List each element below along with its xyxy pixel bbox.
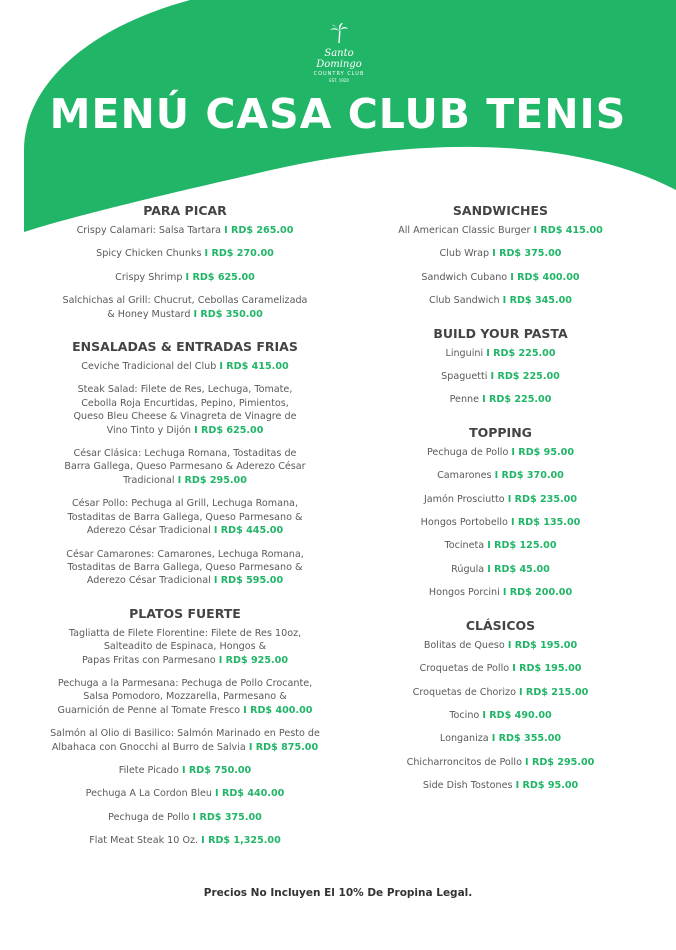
item-name: Linguini (445, 347, 484, 359)
menu-item (368, 686, 633, 699)
item-price: I RD$ 440.00 (215, 788, 285, 800)
item-name: Crispy Calamari: Salsa Tartara (76, 225, 222, 236)
section-title: TOPPING (469, 424, 532, 440)
section-gap (368, 417, 633, 425)
menu-item (368, 493, 633, 506)
item-name: Club Sandwich (429, 295, 500, 307)
item-price: I RD$ 195.00 (507, 639, 578, 651)
item-price: I RD$ 490.00 (482, 709, 552, 721)
menu-item (368, 370, 633, 383)
menu-item (34, 727, 336, 754)
menu-item (34, 360, 336, 373)
menu-item (34, 811, 336, 824)
menu-title: MENÚ CASA CLUB TENIS (49, 90, 627, 138)
item-name: Pechuga A La Cordon Bleu (85, 788, 212, 800)
menu-item (34, 548, 336, 588)
menu-item (368, 516, 633, 529)
section-gap (368, 318, 633, 326)
item-name: Side Dish Tostones (422, 780, 513, 792)
right-column (368, 203, 633, 803)
section-title: PLATOS FUERTE (129, 605, 241, 621)
menu-item (368, 294, 633, 307)
item-price: I RD$ 595.00 (213, 575, 284, 587)
menu-item (368, 347, 633, 360)
menu-item (34, 224, 336, 237)
menu-item (368, 247, 633, 260)
menu-item (368, 756, 633, 769)
item-price: I RD$ 295.00 (177, 474, 247, 486)
item-name: Chicharroncitos de Pollo (406, 756, 522, 768)
menu-item (34, 247, 336, 260)
item-price: I RD$ 195.00 (512, 663, 582, 675)
menu-item (368, 586, 633, 599)
item-name: Hongos Portobello (420, 517, 508, 529)
item-name: Penne (449, 394, 480, 406)
item-price: I RD$ 95.00 (515, 780, 579, 792)
item-price: I RD$ 625.00 (194, 424, 264, 436)
item-price: I RD$ 375.00 (192, 811, 262, 823)
item-price: I RD$ 400.00 (510, 271, 580, 283)
club-logo (300, 22, 378, 83)
item-price: I RD$ 375.00 (492, 248, 562, 260)
menu-item (34, 677, 336, 717)
item-name: Bolitas de Queso (423, 639, 505, 651)
item-price: I RD$ 925.00 (218, 654, 289, 666)
section-title: ENSALADAS & ENTRADAS FRIAS (72, 339, 298, 355)
item-price: I RD$ 225.00 (482, 394, 552, 406)
item-price: I RD$ 200.00 (502, 587, 573, 599)
item-price: I RD$ 235.00 (507, 493, 578, 505)
palm-tree-icon (328, 22, 350, 44)
footer-note: Precios No Incluyen El 10% De Propina Legal. (203, 887, 473, 899)
menu-item (34, 627, 336, 667)
item-price: I RD$ 370.00 (494, 470, 564, 482)
item-name: César Pollo: Pechuga al Grill, Lechuga Romana, Tostaditas de Barra Gallega, Queso Parmesano & Aderezo César Tradicional (67, 498, 303, 537)
menu-item (34, 271, 336, 284)
item-price: I RD$ 625.00 (185, 271, 255, 283)
item-price: I RD$ 295.00 (525, 756, 595, 768)
menu-item (368, 539, 633, 552)
section-title: BUILD YOUR PASTA (433, 325, 568, 341)
item-name: César Clásica: Lechuga Romana, Tostaditas de Barra Gallega, Queso Parmesano & Aderezo César Tradicional (64, 448, 306, 486)
item-name: Steak Salad: Filete de Res, Lechuga, Tomate, Cebolla Roja Encurtidas, Pepino, Pimientos, Queso Bleu Cheese & Vinagreta de Vinagre de Vino Tinto y Dijón (73, 384, 297, 436)
section-title: CLÁSICOS (465, 617, 536, 633)
item-name: Longaniza (439, 733, 489, 745)
item-name: Ceviche Tradicional del Club (81, 361, 217, 373)
menu-item (34, 383, 336, 437)
item-price: I RD$ 350.00 (193, 308, 263, 320)
logo-brand: Santo Domingo (316, 48, 362, 70)
item-price: I RD$ 400.00 (243, 704, 313, 716)
item-name: Croquetas de Pollo (419, 663, 510, 675)
item-name: Jamón Prosciutto (423, 493, 505, 505)
menu-item (368, 469, 633, 482)
section-title: SANDWICHES (452, 203, 549, 218)
menu-item (34, 294, 336, 321)
item-name: Pechuga de Pollo (108, 811, 190, 823)
item-price: I RD$ 225.00 (490, 371, 560, 383)
item-name: César Camarones: Camarones, Lechuga Romana, Tostaditas de Barra Gallega, Queso Parmesano & Aderezo César Tradicional (66, 548, 304, 587)
item-name: Spaguetti (441, 371, 488, 383)
item-name: Croquetas de Chorizo (412, 686, 516, 698)
menu-item (34, 447, 336, 487)
item-name: Hongos Porcini (428, 587, 500, 599)
item-price: I RD$ 215.00 (519, 686, 589, 698)
item-price: I RD$ 355.00 (491, 733, 562, 745)
menu-item (34, 787, 336, 800)
section-gap (34, 331, 336, 339)
menu-item (368, 732, 633, 745)
item-name: Tagliatta de Filete Florentine: Filete de Res 10oz, Salteadito de Espinaca, Hongos & Papas Fritas con Parmesano (68, 627, 302, 666)
section-title: PARA PICAR (143, 203, 227, 218)
item-name: Crispy Shrimp (115, 271, 183, 283)
menu-item (368, 393, 633, 406)
menu-item (368, 662, 633, 675)
item-name: Rúgula (451, 563, 485, 575)
menu-item (368, 563, 633, 576)
left-column (34, 203, 336, 858)
menu-item (368, 271, 633, 284)
item-name: Salchichas al Grill: Chucrut, Cebollas Caramelizada & Honey Mustard (62, 295, 308, 320)
item-price: I RD$ 415.00 (219, 361, 289, 373)
menu-item (368, 709, 633, 722)
menu-item (368, 639, 633, 652)
logo-sub: COUNTRY CLUB (313, 71, 365, 77)
item-name: Camarones (437, 470, 492, 482)
section-gap (368, 610, 633, 618)
item-price: I RD$ 135.00 (511, 517, 581, 529)
item-name: Salmón al Olio di Basilico: Salmón Marinado en Pesto de Albahaca con Gnocchi al Burro de Salvia (50, 728, 320, 753)
menu-item (34, 497, 336, 537)
logo-est: EST. 1920 (329, 78, 349, 83)
menu-item (368, 779, 633, 792)
item-name: Club Wrap (439, 248, 490, 260)
item-price: I RD$ 445.00 (213, 525, 284, 537)
item-price: I RD$ 125.00 (487, 540, 557, 552)
menu-item (34, 834, 336, 847)
item-name: Filete Picado (118, 764, 179, 776)
menu-item (34, 764, 336, 777)
item-price: I RD$ 1,325.00 (201, 835, 281, 847)
item-price: I RD$ 225.00 (486, 347, 556, 359)
item-price: I RD$ 95.00 (511, 446, 575, 458)
item-price: I RD$ 750.00 (181, 764, 252, 776)
item-price: I RD$ 345.00 (502, 295, 572, 307)
item-name: Pechuga a la Parmesana: Pechuga de Pollo Crocante, Salsa Pomodoro, Mozzarella, Parmesano & Guarnición de Penne al Tomate Fresco (57, 677, 313, 716)
item-name: Tocino (449, 709, 480, 721)
menu-item (368, 224, 633, 237)
item-price: I RD$ 270.00 (204, 248, 274, 260)
item-name: Pechuga de Pollo (426, 446, 509, 458)
item-price: I RD$ 875.00 (248, 741, 319, 753)
item-name: Sandwich Cubano (421, 271, 508, 283)
item-name: Tocineta (444, 540, 485, 552)
item-name: All American Classic Burger (398, 225, 531, 236)
item-price: I RD$ 265.00 (224, 225, 294, 236)
item-price: I RD$ 415.00 (533, 225, 603, 236)
item-name: Flat Meat Steak 10 Oz. (89, 835, 199, 847)
item-name: Spicy Chicken Chunks (96, 248, 202, 260)
item-price: I RD$ 45.00 (487, 563, 550, 575)
menu-item (368, 446, 633, 459)
section-gap (34, 598, 336, 606)
